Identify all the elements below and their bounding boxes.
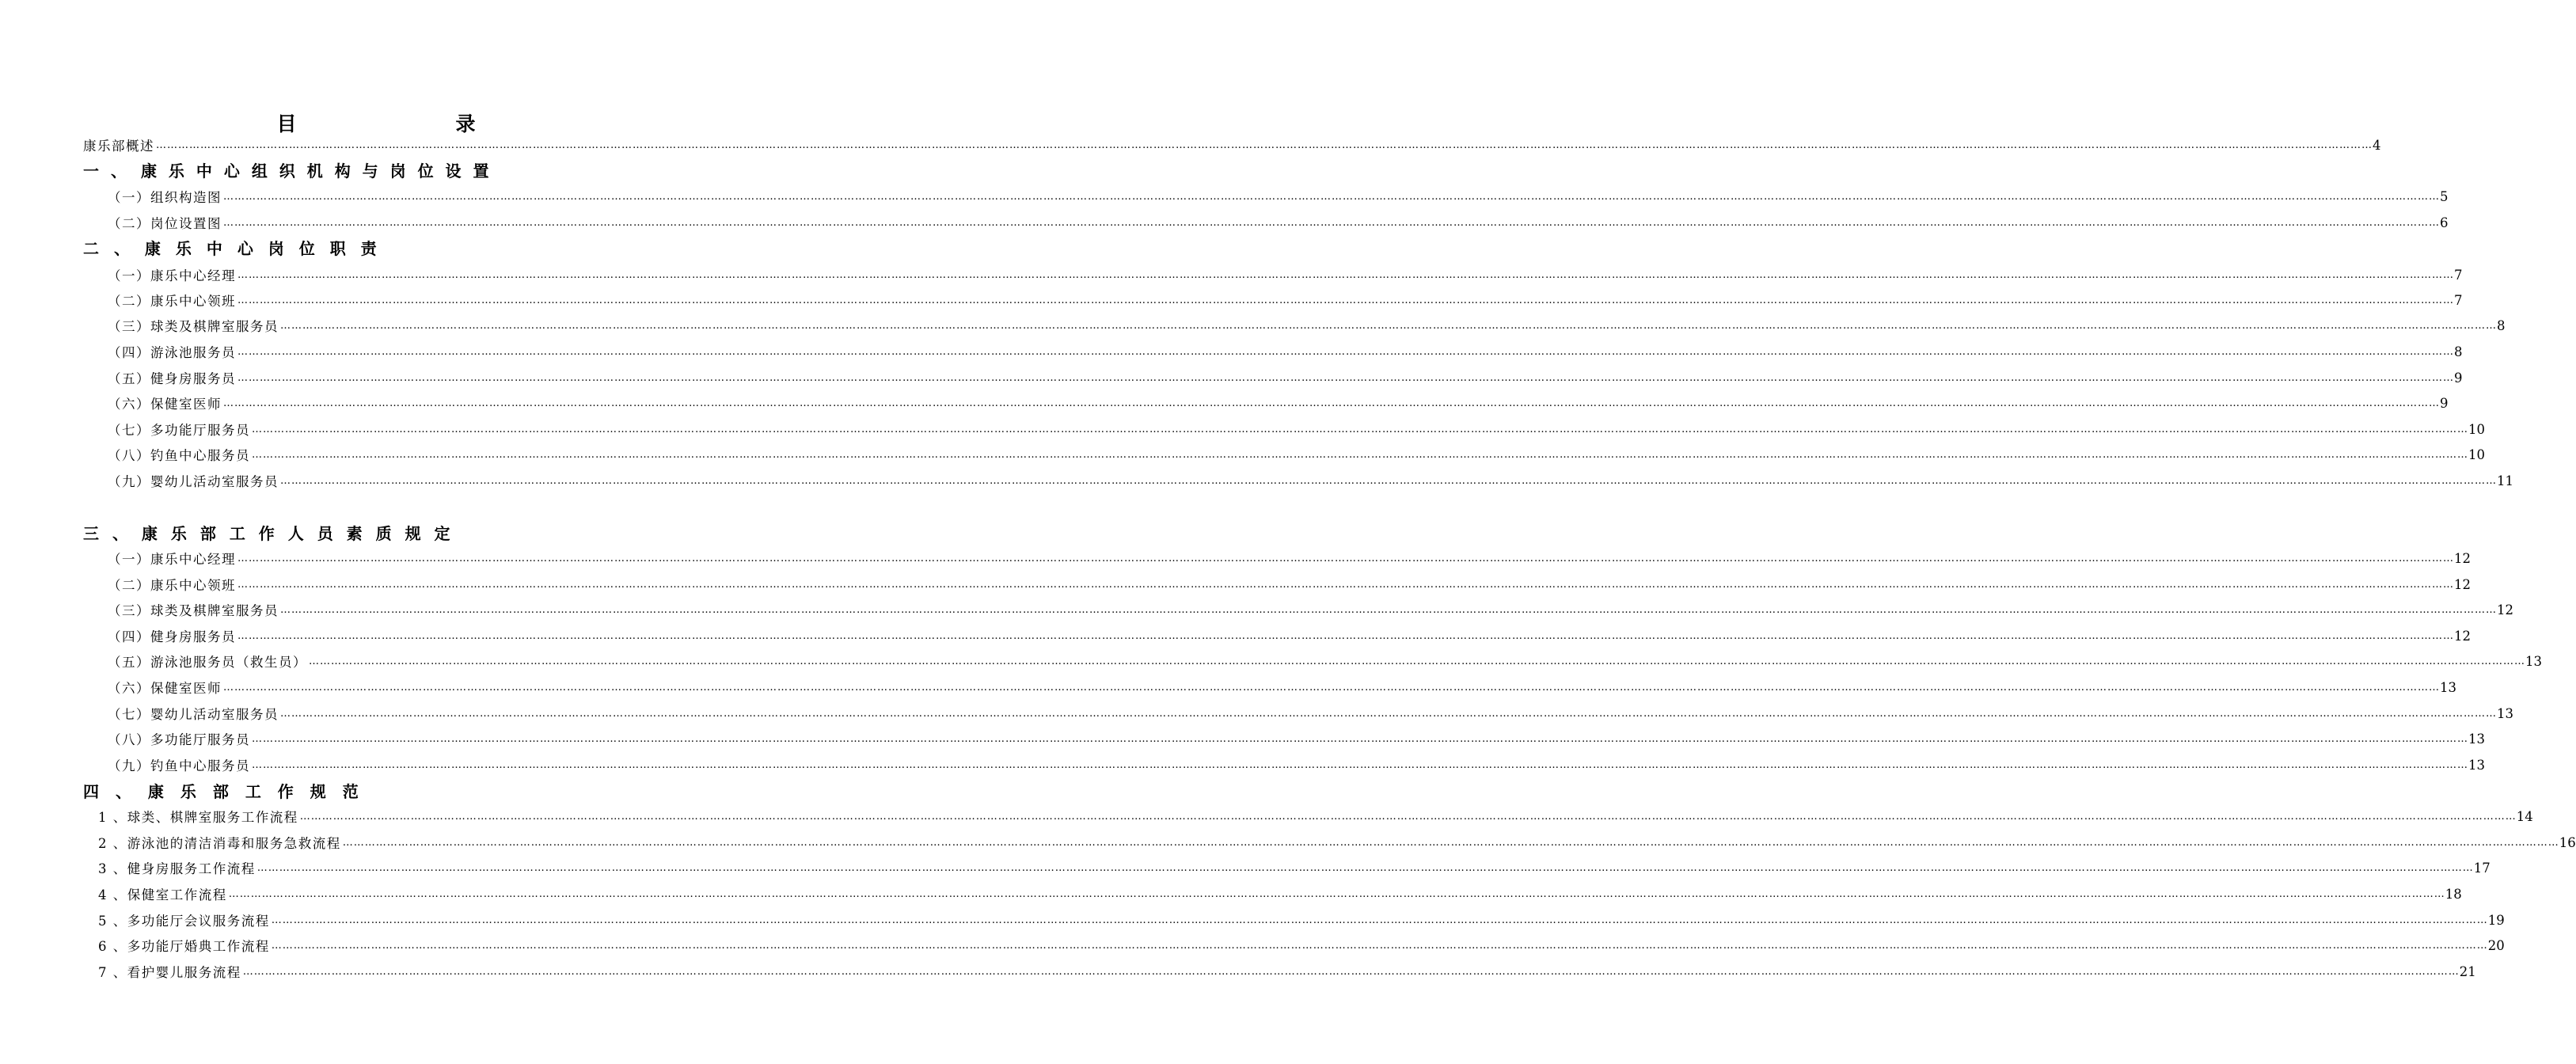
toc-entry[interactable] — [108, 443, 2485, 466]
toc-entry[interactable] — [108, 546, 2471, 570]
leader-dots: …………………………………………………………………………………………………………………………………………………………………………………………………………………………………………………………………………………………………………………………………………………………………………………………………………………………………………………………………………………………………………………………………………………… — [237, 371, 2454, 384]
leader-dots: …………………………………………………………………………………………………………………………………………………………………………………………………………………………………………………………………………………………………………………………………………………………………………………………………………………………………………………………………………………………………………………………………………………… — [237, 578, 2454, 591]
toc-entry-page: 13 — [2468, 757, 2485, 773]
leader-dots: …………………………………………………………………………………………………………………………………………………………………………………………………………………………………………………………………………………………………………………………………………………………………………………………………………………………………………………………………………………………………………………………………………………… — [299, 810, 2517, 823]
toc-entry-page: 4 — [2373, 137, 2381, 153]
toc-entry[interactable] — [98, 908, 2505, 932]
leader-dots: …………………………………………………………………………………………………………………………………………………………………………………………………………………………………………………………………………………………………………………………………………………………………………………………………………………………………………………………………………………………………………………………………………………… — [237, 552, 2454, 564]
page-title: 目 录 — [276, 112, 545, 135]
toc-entry-label: （六）保健室医师 — [108, 681, 222, 696]
section-heading-3: 三 、 康 乐 部 工 作 人 员 素 质 规 定 — [83, 524, 454, 543]
leader-dots: …………………………………………………………………………………………………………………………………………………………………………………………………………………………………………………………………………………………………………………………………………………………………………………………………………………………………………………………………………………………………………………………………………………… — [342, 836, 2559, 849]
toc-entry-label: （七）婴幼儿活动室服务员 — [108, 707, 279, 722]
toc-entry[interactable] — [108, 391, 2449, 415]
toc-entry[interactable] — [108, 701, 2513, 725]
leader-dots: …………………………………………………………………………………………………………………………………………………………………………………………………………………………………………………………………………………………………………………………………………………………………………………………………………………………………………………………………………………………………………………………………………………… — [280, 319, 2497, 332]
toc-entry-label: （五）游泳池服务员（救生员） — [108, 655, 307, 670]
toc-entry[interactable] — [98, 960, 2476, 983]
toc-entry[interactable] — [98, 933, 2505, 957]
section-heading-4: 四 、 康 乐 部 工 作 规 范 — [83, 782, 364, 801]
leader-dots: …………………………………………………………………………………………………………………………………………………………………………………………………………………………………………………………………………………………………………………………………………………………………………………………………………………………………………………………………………………………………………………………………………………… — [309, 655, 2525, 667]
toc-entry[interactable] — [108, 340, 2463, 363]
toc-entry-page: 17 — [2473, 860, 2491, 876]
toc-entry-label: （二）岗位设置图 — [108, 216, 222, 231]
toc-entry-page: 16 — [2559, 834, 2576, 850]
leader-dots: …………………………………………………………………………………………………………………………………………………………………………………………………………………………………………………………………………………………………………………………………………………………………………………………………………………………………………………………………………………………………………………………………………………… — [223, 397, 2440, 409]
toc-entry-label: 7 、看护婴儿服务流程 — [98, 965, 241, 980]
toc-entry-label: （九）钓鱼中心服务员 — [108, 758, 250, 773]
toc-entry-label: （二）康乐中心领班 — [108, 294, 236, 309]
leader-dots: …………………………………………………………………………………………………………………………………………………………………………………………………………………………………………………………………………………………………………………………………………………………………………………………………………………………………………………………………………………………………………………………………………………… — [242, 965, 2460, 978]
toc-entry-page: 9 — [2440, 395, 2449, 411]
toc-entry[interactable] — [108, 263, 2463, 287]
toc-entry-label: （四）游泳池服务员 — [108, 345, 236, 360]
toc-entry-page: 19 — [2487, 912, 2505, 928]
toc-entry-label: （九）婴幼儿活动室服务员 — [108, 474, 279, 489]
toc-entry-page: 8 — [2454, 344, 2463, 359]
toc-entry-page: 13 — [2525, 653, 2542, 669]
toc-entry[interactable] — [108, 469, 2513, 492]
toc-entry[interactable] — [108, 184, 2449, 208]
leader-dots: …………………………………………………………………………………………………………………………………………………………………………………………………………………………………………………………………………………………………………………………………………………………………………………………………………………………………………………………………………………………………………………………………………………… — [280, 603, 2497, 616]
toc-entry-page: 9 — [2454, 370, 2463, 386]
toc-entry[interactable] — [108, 727, 2485, 750]
leader-dots: …………………………………………………………………………………………………………………………………………………………………………………………………………………………………………………………………………………………………………………………………………………………………………………………………………………………………………………………………………………………………………………………………………………… — [156, 139, 2373, 151]
toc-entry-label: （六）保健室医师 — [108, 397, 222, 412]
section-heading-1: 一 、 康 乐 中 心 组 织 机 构 与 岗 位 设 置 — [83, 162, 492, 180]
toc-entry-label: 5 、多功能厅会议服务流程 — [98, 914, 270, 929]
toc-entry[interactable] — [108, 211, 2449, 234]
leader-dots: …………………………………………………………………………………………………………………………………………………………………………………………………………………………………………………………………………………………………………………………………………………………………………………………………………………………………………………………………………………………………………………………………………………… — [237, 294, 2454, 306]
toc-entry[interactable] — [108, 572, 2471, 596]
toc-entry-label: （一）康乐中心经理 — [108, 552, 236, 567]
toc-entry-label: （八）多功能厅服务员 — [108, 732, 250, 747]
leader-dots: …………………………………………………………………………………………………………………………………………………………………………………………………………………………………………………………………………………………………………………………………………………………………………………………………………………………………………………………………………………………………………………………………………………… — [223, 190, 2440, 203]
leader-dots: …………………………………………………………………………………………………………………………………………………………………………………………………………………………………………………………………………………………………………………………………………………………………………………………………………………………………………………………………………………………………………………………………………………… — [256, 861, 2474, 874]
toc-entry-page: 18 — [2445, 886, 2462, 902]
leader-dots: …………………………………………………………………………………………………………………………………………………………………………………………………………………………………………………………………………………………………………………………………………………………………………………………………………………………………………………………………………………………………………………………………………………… — [252, 732, 2468, 745]
toc-entry-label: （一）康乐中心经理 — [108, 268, 236, 283]
toc-entry[interactable] — [108, 366, 2463, 390]
toc-entry[interactable] — [108, 288, 2463, 312]
leader-dots: …………………………………………………………………………………………………………………………………………………………………………………………………………………………………………………………………………………………………………………………………………………………………………………………………………………………………………………………………………………………………………………………………………………… — [228, 887, 2445, 900]
toc-entry-page: 20 — [2487, 937, 2505, 953]
toc-entry-page: 12 — [2454, 576, 2471, 592]
leader-dots: …………………………………………………………………………………………………………………………………………………………………………………………………………………………………………………………………………………………………………………………………………………………………………………………………………………………………………………………………………………………………………………………………………………… — [252, 423, 2468, 435]
toc-entry-label: 3 、健身房服务工作流程 — [98, 861, 256, 876]
toc-entry-page: 7 — [2454, 292, 2463, 308]
toc-entry[interactable] — [108, 624, 2471, 648]
toc-entry-page: 12 — [2454, 628, 2471, 644]
leader-dots: …………………………………………………………………………………………………………………………………………………………………………………………………………………………………………………………………………………………………………………………………………………………………………………………………………………………………………………………………………………………………………………………………………………… — [271, 914, 2488, 926]
toc-entry[interactable] — [98, 804, 2533, 828]
toc-entry-label: （四）健身房服务员 — [108, 629, 236, 644]
leader-dots: …………………………………………………………………………………………………………………………………………………………………………………………………………………………………………………………………………………………………………………………………………………………………………………………………………………………………………………………………………………………………………………………………………………… — [223, 681, 2440, 694]
toc-entry-page: 13 — [2468, 731, 2485, 747]
toc-entry[interactable] — [108, 675, 2456, 699]
toc-entry-label: 2 、游泳池的清洁消毒和服务急救流程 — [98, 836, 341, 851]
toc-entry-label: 1 、球类、棋牌室服务工作流程 — [98, 810, 298, 825]
leader-dots: …………………………………………………………………………………………………………………………………………………………………………………………………………………………………………………………………………………………………………………………………………………………………………………………………………………………………………………………………………………………………………………………………………………… — [237, 268, 2454, 281]
toc-entry-page: 7 — [2454, 267, 2463, 283]
leader-dots: …………………………………………………………………………………………………………………………………………………………………………………………………………………………………………………………………………………………………………………………………………………………………………………………………………………………………………………………………………………………………………………………………………………… — [280, 474, 2497, 487]
toc-entry-label: 康乐部概述 — [83, 139, 154, 154]
toc-entry-label: （三）球类及棋牌室服务员 — [108, 319, 279, 334]
toc-entry[interactable] — [98, 830, 2576, 854]
toc-entry-page: 10 — [2468, 446, 2485, 462]
toc-entry[interactable] — [98, 882, 2462, 906]
toc-entry-page: 14 — [2516, 808, 2533, 824]
toc-entry-label: （五）健身房服务员 — [108, 371, 236, 386]
leader-dots: …………………………………………………………………………………………………………………………………………………………………………………………………………………………………………………………………………………………………………………………………………………………………………………………………………………………………………………………………………………………………………………………………………………… — [237, 629, 2454, 642]
toc-entry-page: 5 — [2440, 188, 2449, 204]
toc-entry-page: 6 — [2440, 215, 2449, 230]
toc-entry-label: 6 、多功能厅婚典工作流程 — [98, 939, 270, 954]
toc-entry-page: 21 — [2459, 963, 2476, 979]
toc-entry-overview[interactable] — [83, 133, 2381, 157]
toc-entry-label: （八）钓鱼中心服务员 — [108, 448, 250, 463]
leader-dots: …………………………………………………………………………………………………………………………………………………………………………………………………………………………………………………………………………………………………………………………………………………………………………………………………………………………………………………………………………………………………………………………………………………… — [252, 448, 2468, 461]
toc-entry-label: （三）球类及棋牌室服务员 — [108, 603, 279, 618]
toc-entry[interactable] — [108, 649, 2542, 673]
toc-entry-label: 4 、保健室工作流程 — [98, 887, 227, 902]
leader-dots: …………………………………………………………………………………………………………………………………………………………………………………………………………………………………………………………………………………………………………………………………………………………………………………………………………………………………………………………………………………………………………………………………………………… — [237, 345, 2454, 358]
toc-entry-page: 11 — [2497, 473, 2513, 488]
toc-entry[interactable] — [108, 598, 2513, 621]
toc-entry[interactable] — [108, 417, 2485, 441]
toc-entry-page: 8 — [2497, 317, 2506, 333]
toc-entry[interactable] — [108, 753, 2485, 777]
leader-dots: …………………………………………………………………………………………………………………………………………………………………………………………………………………………………………………………………………………………………………………………………………………………………………………………………………………………………………………………………………………………………………………………………………………… — [271, 939, 2488, 952]
toc-entry[interactable] — [98, 856, 2491, 880]
toc-entry-page: 10 — [2468, 421, 2485, 437]
toc-entry-label: （七）多功能厅服务员 — [108, 423, 250, 438]
leader-dots: …………………………………………………………………………………………………………………………………………………………………………………………………………………………………………………………………………………………………………………………………………………………………………………………………………………………………………………………………………………………………………………………………………………… — [252, 758, 2468, 771]
leader-dots: …………………………………………………………………………………………………………………………………………………………………………………………………………………………………………………………………………………………………………………………………………………………………………………………………………………………………………………………………………………………………………………………………………………… — [223, 216, 2440, 229]
leader-dots: …………………………………………………………………………………………………………………………………………………………………………………………………………………………………………………………………………………………………………………………………………………………………………………………………………………………………………………………………………………………………………………………………………………… — [280, 707, 2497, 720]
toc-entry-label: （一）组织构造图 — [108, 190, 222, 205]
toc-entry-page: 13 — [2440, 679, 2456, 695]
section-heading-2: 二 、 康 乐 中 心 岗 位 职 责 — [83, 239, 382, 258]
toc-entry[interactable] — [108, 314, 2506, 337]
toc-entry-page: 13 — [2497, 705, 2513, 721]
toc-entry-page: 12 — [2454, 550, 2471, 566]
toc-entry-label: （二）康乐中心领班 — [108, 578, 236, 593]
toc-entry-page: 12 — [2497, 602, 2513, 618]
